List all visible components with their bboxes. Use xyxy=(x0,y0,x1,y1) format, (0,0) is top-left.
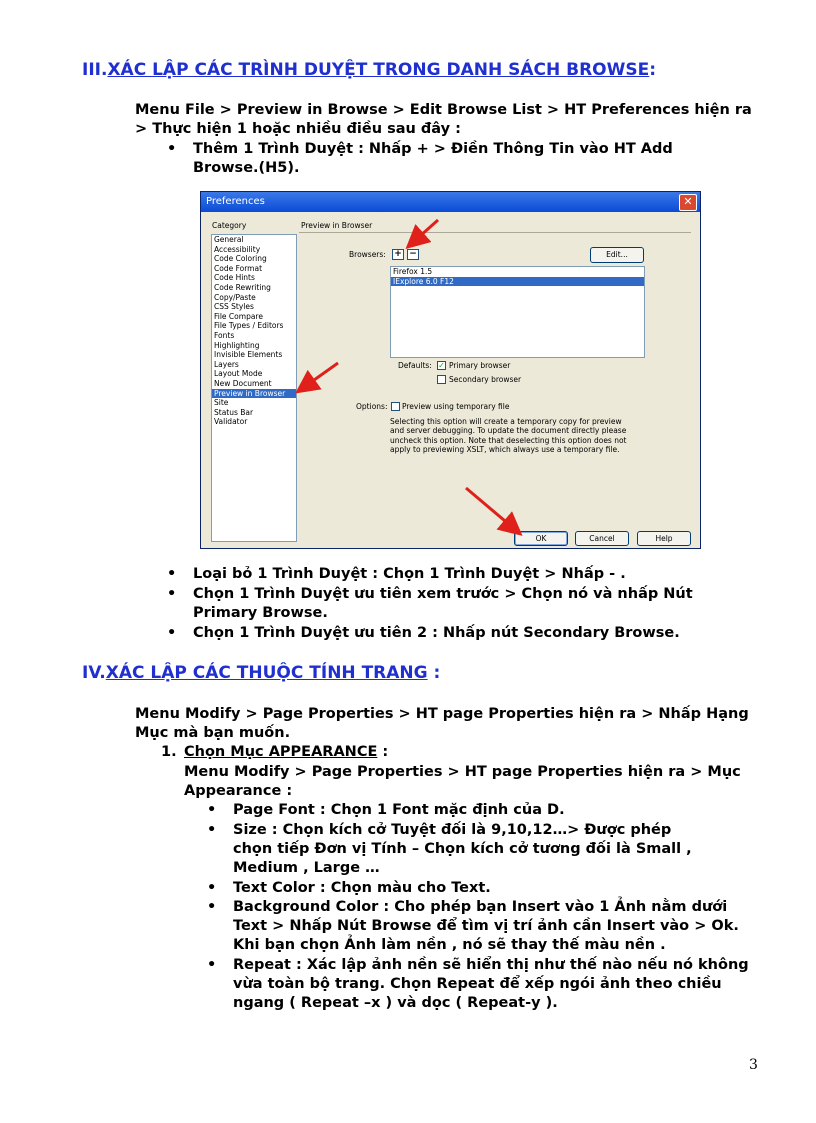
temp-file-note: Selecting this option will create a temporary copy for preview and server debugging. To update the document directly please uncheck this option. Note that deselecting this option does not apply to previewing XSLT, which always use a temporary file. xyxy=(390,417,627,454)
page-number: 3 xyxy=(749,1057,758,1073)
secondary-label: Secondary browser xyxy=(449,375,522,384)
add-browser-button[interactable]: + xyxy=(392,249,404,260)
category-item[interactable]: File Compare xyxy=(214,311,263,321)
close-icon[interactable]: ✕ xyxy=(679,194,697,211)
section3-suffix: : xyxy=(649,60,657,80)
sub-bullet4: • Background Color : Cho phép bạn Insert vào 1 Ảnh nằm dưới Text > Nhấp Nút Browse để tìm vị trí ảnh cần Insert vào > Ok. Khi bạn chọn Ảnh làm nền , nó sẽ thay thế màu nền . xyxy=(233,898,763,955)
arrow-to-ok-button xyxy=(466,488,518,532)
item1-desc: Menu Modify > Page Properties > HT page Properties hiện ra > Mục Appearance : xyxy=(184,764,741,799)
panel-title: Preview in Browser xyxy=(301,221,373,230)
section4-intro: Menu Modify > Page Properties > HT page Properties hiện ra > Nhấp Hạng Mục mà bạn muốn. xyxy=(135,706,749,741)
section4-suffix: : xyxy=(427,663,441,683)
category-item[interactable]: Copy/Paste xyxy=(214,292,256,302)
category-item[interactable]: Code Coloring xyxy=(214,254,267,264)
primary-label: Primary browser xyxy=(449,361,511,370)
cancel-button[interactable]: Cancel xyxy=(575,531,629,546)
item1-heading xyxy=(184,743,388,762)
category-item[interactable]: Code Hints xyxy=(214,273,255,283)
section3-bullet3: • Chọn 1 Trình Duyệt ưu tiên xem trước > Chọn nó và nhấp Nút Primary Browse. xyxy=(193,585,723,623)
sub-bullet1: • Page Font : Chọn 1 Font mặc định của D. xyxy=(233,801,753,820)
category-item[interactable]: Preview in Browser xyxy=(212,389,296,399)
section3-bullet4: • Chọn 1 Trình Duyệt ưu tiên 2 : Nhấp nút Secondary Browse. xyxy=(193,624,733,643)
arrow-to-category xyxy=(300,363,338,390)
section3-title: XÁC LẬP CÁC TRÌNH DUYỆT TRONG DANH SÁCH BROWSE xyxy=(107,60,650,80)
sub-bullet3: • Text Color : Chọn màu cho Text. xyxy=(233,879,753,898)
category-label: Category xyxy=(212,221,247,230)
temp-file-label: Preview using temporary file xyxy=(402,402,510,411)
category-item[interactable]: CSS Styles xyxy=(214,302,254,312)
edit-button[interactable]: Edit... xyxy=(590,247,644,263)
section3-prefix: III. xyxy=(82,60,108,80)
ok-button[interactable]: OK xyxy=(514,531,568,546)
category-item[interactable]: File Types / Editors xyxy=(214,321,284,331)
item1-colon: : xyxy=(377,744,389,760)
defaults-label: Defaults: xyxy=(398,361,432,370)
category-item[interactable]: Code Rewriting xyxy=(214,282,271,292)
category-item[interactable]: Accessibility xyxy=(214,244,261,254)
item1-title: Chọn Mục APPEARANCE xyxy=(184,744,378,760)
options-label: Options: xyxy=(356,402,388,411)
browser-item[interactable]: Firefox 1.5 xyxy=(393,267,433,276)
category-item[interactable]: New Document xyxy=(214,378,272,388)
category-item[interactable]: Code Format xyxy=(214,263,263,273)
remove-browser-button[interactable]: − xyxy=(407,249,419,260)
sub-bullet5: • Repeat : Xác lập ảnh nền sẽ hiển thị như thế nào nếu nó không vừa toàn bộ trang. Chọn Repeat để xếp ngói ảnh theo chiều ngang ( Repeat –x ) và dọc ( Repeat-y ). xyxy=(233,956,763,1013)
sub-bullet2: • Size : Chọn kích cở Tuyệt đối là 9,10,12…> Được phép chọn tiếp Đơn vị Tính – Chọn kích cở tương đối là Small , Medium , Large … xyxy=(233,821,713,878)
category-item[interactable]: Layers xyxy=(214,359,239,369)
category-item[interactable]: Validator xyxy=(214,417,248,427)
category-item[interactable]: General xyxy=(214,235,244,244)
section4-title: XÁC LẬP CÁC THUỘC TÍNH TRANG xyxy=(105,663,428,683)
section4-prefix: IV. xyxy=(82,663,106,683)
section4-heading xyxy=(82,663,440,683)
category-item[interactable]: Status Bar xyxy=(214,407,254,417)
category-item[interactable]: Site xyxy=(214,398,229,408)
arrow-to-add-button xyxy=(410,220,438,245)
primary-checkbox[interactable]: ✓ xyxy=(438,361,445,370)
category-item[interactable]: Fonts xyxy=(214,330,235,340)
category-item[interactable]: Invisible Elements xyxy=(214,350,283,360)
section3-bullet2: • Loại bỏ 1 Trình Duyệt : Chọn 1 Trình Duyệt > Nhấp - . xyxy=(193,565,713,584)
section3-intro: Menu File > Preview in Browse > Edit Browse List > HT Preferences hiện ra > Thực hiện 1 hoặc nhiều điều sau đây : xyxy=(135,102,752,137)
help-button[interactable]: Help xyxy=(637,531,691,546)
dialog-title: Preferences xyxy=(201,192,700,212)
browser-item[interactable]: IExplore 6.0 F12 xyxy=(391,277,644,287)
browsers-label: Browsers: xyxy=(349,250,386,259)
category-item[interactable]: Highlighting xyxy=(214,340,260,350)
item1-number: 1. xyxy=(161,744,177,760)
section3-bullet1: • Thêm 1 Trình Duyệt : Nhấp + > Điền Thông Tin vào HT Add Browse.(H5). xyxy=(193,140,713,178)
category-item[interactable]: Layout Mode xyxy=(214,369,263,379)
